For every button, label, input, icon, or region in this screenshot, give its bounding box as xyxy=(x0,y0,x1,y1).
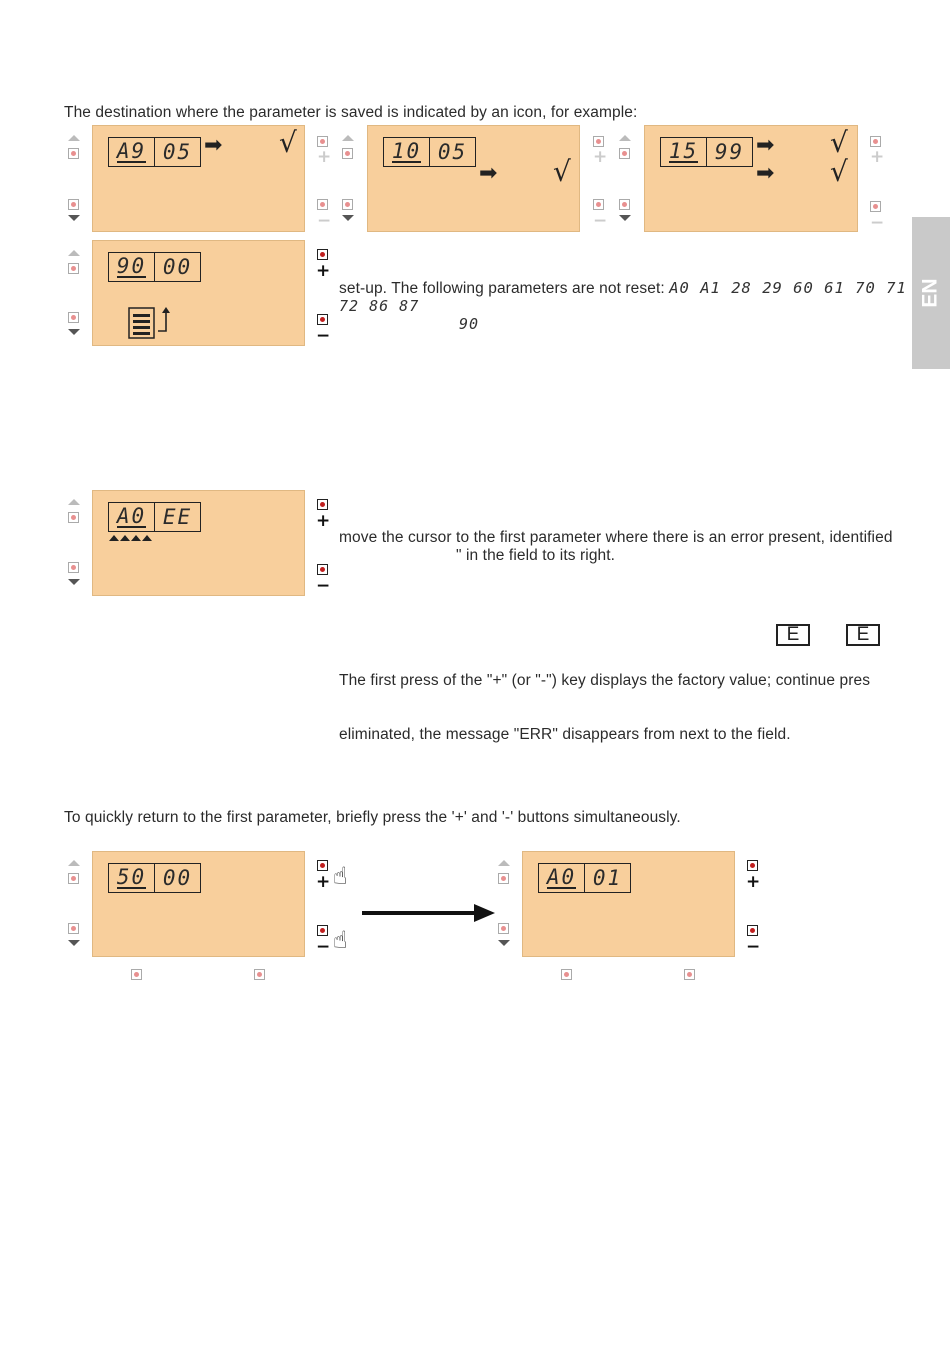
down-arrow-icon xyxy=(68,215,80,221)
up-arrow-icon xyxy=(68,135,80,141)
up-arrow-icon xyxy=(342,135,354,141)
minus-button[interactable] xyxy=(317,314,328,325)
plus-icon: + xyxy=(316,872,331,892)
error-text-line1: move the cursor to the first parameter where there is an error present, identified xyxy=(339,529,893,546)
display-panel-5 xyxy=(92,490,305,596)
transition-arrow-icon xyxy=(362,903,496,923)
up-button[interactable] xyxy=(68,512,79,523)
lcd-value: 05 xyxy=(437,140,468,164)
minus-icon: − xyxy=(870,213,885,233)
up-button[interactable] xyxy=(342,148,353,159)
press-hand-icon: ☝ xyxy=(333,926,348,954)
lcd-display xyxy=(108,502,201,532)
up-arrow-icon xyxy=(68,499,80,505)
plus-button[interactable] xyxy=(593,136,604,147)
reset-code: 90 xyxy=(459,315,480,333)
bottom-button-right[interactable] xyxy=(684,969,695,980)
up-button[interactable] xyxy=(498,873,509,884)
error-text-line2: " in the field to its right. xyxy=(456,547,616,564)
plus-button[interactable] xyxy=(317,249,328,260)
up-arrow-icon xyxy=(68,250,80,256)
arrow-right-icon: ➡ xyxy=(204,133,223,158)
not-reset-codes: A0 A1 28 29 60 61 70 71 xyxy=(669,279,907,297)
down-button[interactable] xyxy=(68,923,79,934)
plus-button[interactable] xyxy=(317,860,328,871)
arrow-right-icon: ➡ xyxy=(756,161,775,186)
lcd-display xyxy=(108,137,201,167)
lcd-value: 99 xyxy=(714,140,745,164)
press-hand-icon: ☝ xyxy=(333,862,348,890)
lcd-param: 15 xyxy=(668,139,699,163)
language-tab-label: EN xyxy=(919,278,942,308)
lcd-value: 00 xyxy=(162,866,193,890)
error-e-box: E xyxy=(846,624,880,646)
factory-value-text: The first press of the "+" (or "-") key displays the factory value; continue pres xyxy=(339,672,871,689)
minus-icon: − xyxy=(316,937,331,957)
up-arrow-icon xyxy=(68,860,80,866)
display-panel-6 xyxy=(92,851,305,957)
lcd-value: 01 xyxy=(592,866,623,890)
check-icon: √ xyxy=(279,126,297,159)
bottom-button-left[interactable] xyxy=(131,969,142,980)
lcd-display xyxy=(108,863,201,893)
reset-text-line1 xyxy=(339,279,907,298)
lcd-display xyxy=(108,252,201,282)
up-arrow-icon xyxy=(619,135,631,141)
intro-text: The destination where the parameter is saved is indicated by an icon, for example: xyxy=(64,104,638,121)
eliminated-text: eliminated, the message "ERR" disappears from next to the field. xyxy=(339,726,791,743)
lcd-display xyxy=(383,137,476,167)
display-panel-3 xyxy=(644,125,858,232)
lcd-value: 05 xyxy=(162,140,193,164)
lcd-param: A0 xyxy=(546,865,577,889)
bottom-button-left[interactable] xyxy=(561,969,572,980)
language-tab xyxy=(912,217,950,369)
down-arrow-icon xyxy=(68,579,80,585)
error-markers-icon xyxy=(109,534,155,542)
down-button[interactable] xyxy=(498,923,509,934)
plus-icon: + xyxy=(316,261,331,281)
plus-button[interactable] xyxy=(317,136,328,147)
down-button[interactable] xyxy=(68,312,79,323)
up-button[interactable] xyxy=(68,873,79,884)
error-e-box: E xyxy=(776,624,810,646)
not-reset-codes-2: 72 86 87 xyxy=(339,297,420,315)
up-button[interactable] xyxy=(68,148,79,159)
bottom-button-right[interactable] xyxy=(254,969,265,980)
lcd-value: 00 xyxy=(162,255,193,279)
reset-list-icon xyxy=(128,305,174,341)
down-arrow-icon xyxy=(498,940,510,946)
down-arrow-icon xyxy=(68,329,80,335)
check-icon: √ xyxy=(830,155,848,188)
arrow-right-icon: ➡ xyxy=(756,133,775,158)
up-arrow-icon xyxy=(498,860,510,866)
down-button[interactable] xyxy=(68,562,79,573)
reset-text: set-up. The following parameters are not reset: xyxy=(339,280,665,297)
down-arrow-icon xyxy=(342,215,354,221)
minus-icon: − xyxy=(316,326,331,346)
minus-icon: − xyxy=(593,211,608,231)
minus-icon: − xyxy=(746,937,761,957)
plus-icon: + xyxy=(746,872,761,892)
lcd-param: A9 xyxy=(116,139,147,163)
display-panel-1 xyxy=(92,125,305,232)
lcd-param: 90 xyxy=(116,254,147,278)
return-text: To quickly return to the first parameter, briefly press the '+' and '-' buttons simultaneously. xyxy=(64,809,681,826)
plus-icon: + xyxy=(593,147,608,167)
minus-icon: − xyxy=(317,211,332,231)
lcd-param: 10 xyxy=(391,139,422,163)
minus-icon: − xyxy=(316,576,331,596)
plus-button[interactable] xyxy=(747,860,758,871)
arrow-right-icon: ➡ xyxy=(479,161,498,186)
lcd-param: A0 xyxy=(116,504,147,528)
minus-button[interactable] xyxy=(317,925,328,936)
plus-icon: + xyxy=(870,147,885,167)
down-button[interactable] xyxy=(619,199,630,210)
down-button[interactable] xyxy=(68,199,79,210)
lcd-value: EE xyxy=(162,505,193,529)
plus-button[interactable] xyxy=(870,136,881,147)
check-icon: √ xyxy=(830,126,848,159)
plus-icon: + xyxy=(316,511,331,531)
up-button[interactable] xyxy=(619,148,630,159)
lcd-display xyxy=(538,863,631,893)
down-button[interactable] xyxy=(342,199,353,210)
up-button[interactable] xyxy=(68,263,79,274)
minus-button[interactable] xyxy=(870,201,881,212)
plus-button[interactable] xyxy=(317,499,328,510)
plus-icon: + xyxy=(317,147,332,167)
lcd-display xyxy=(660,137,753,167)
minus-button[interactable] xyxy=(747,925,758,936)
display-panel-2 xyxy=(367,125,580,232)
lcd-param: 50 xyxy=(116,865,147,889)
check-icon: √ xyxy=(553,155,571,188)
down-arrow-icon xyxy=(68,940,80,946)
minus-button[interactable] xyxy=(593,199,604,210)
display-panel-4 xyxy=(92,240,305,346)
down-arrow-icon xyxy=(619,215,631,221)
display-panel-7 xyxy=(522,851,735,957)
minus-button[interactable] xyxy=(317,199,328,210)
minus-button[interactable] xyxy=(317,564,328,575)
